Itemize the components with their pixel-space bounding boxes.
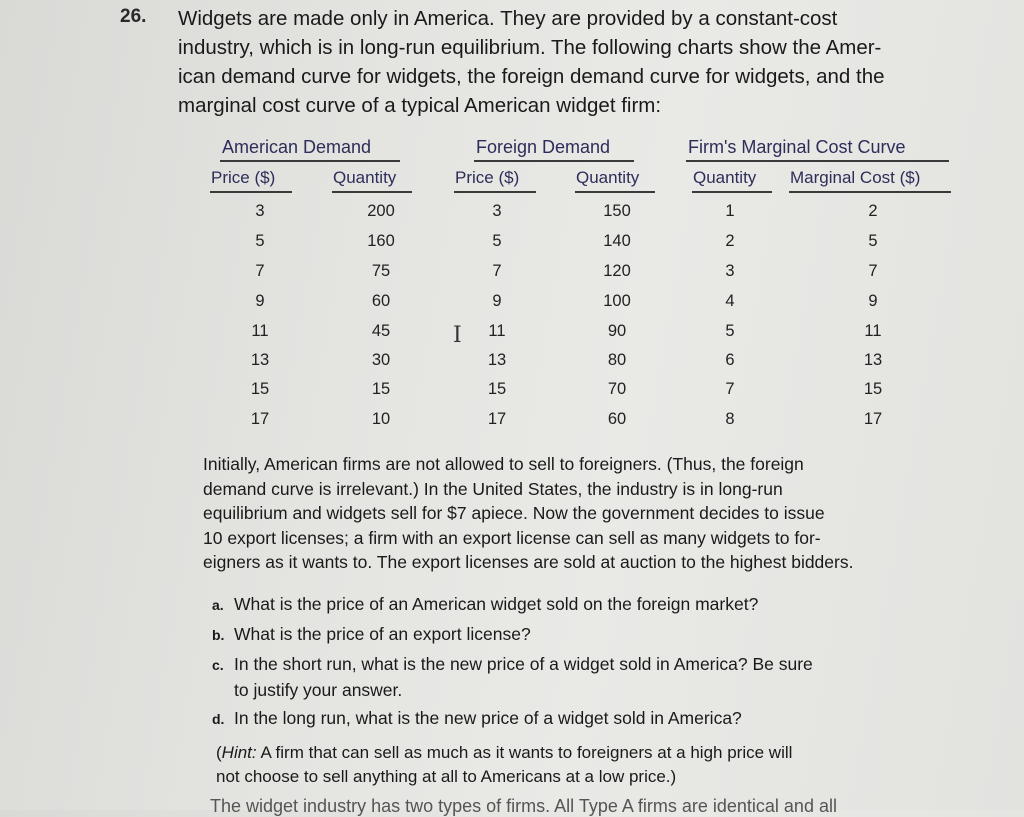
firm-quantity-cell: 4 [725, 292, 735, 310]
header-underline [210, 191, 292, 193]
foreign-price-cell: 15 [487, 380, 507, 398]
intro-line: marginal cost curve of a typical American widget firm: [178, 94, 662, 117]
question-text: to justify your answer. [234, 679, 403, 700]
question-text: In the long run, what is the new price of a widget sold in America? [234, 708, 742, 728]
question-label: d. [212, 711, 225, 727]
hint-line: not choose to sell anything at all to Americans at a low price.) [216, 767, 677, 786]
caption-underline [220, 160, 400, 162]
caption-underline [686, 160, 949, 162]
foreign-quantity-cell: 120 [603, 262, 631, 280]
caption-underline [474, 160, 634, 162]
american-quantity-cell: 15 [371, 380, 391, 398]
american-price-cell: 11 [251, 322, 269, 340]
american-price-header: Price ($) [211, 168, 276, 187]
foreign-quantity-cell: 60 [607, 410, 627, 428]
firm-quantity-cell: 2 [725, 232, 735, 250]
american-quantity-cell: 60 [371, 292, 391, 310]
american-price-cell: 5 [255, 232, 265, 250]
scenario-paragraph [203, 452, 963, 575]
american-quantity-cell: 45 [371, 322, 391, 340]
hint-text: A firm that can sell as much as it wants to foreigners at a high price will [260, 743, 793, 762]
question-text: What is the price of an export license? [234, 624, 531, 644]
firm-mc-cell: 15 [863, 380, 883, 398]
intro-line: industry, which is in long-run equilibrium. The following charts show the Amer- [178, 36, 882, 59]
firm-quantity-header: Quantity [693, 168, 757, 187]
firm-quantity-cell: 7 [725, 380, 735, 398]
foreign-price-cell: 7 [492, 262, 502, 280]
foreign-quantity-header: Quantity [576, 168, 640, 187]
intro-line: ican demand curve for widgets, the foreign demand curve for widgets, and the [178, 65, 885, 88]
firm-quantity-cell: 8 [725, 410, 735, 428]
header-underline [692, 191, 772, 193]
paragraph-line: 10 export licenses; a firm with an export license can sell as many widgets to for- [203, 527, 821, 548]
question-a [212, 592, 758, 618]
intro-text [178, 4, 978, 120]
firm-quantity-cell: 1 [725, 202, 735, 220]
firm-mc-cell: 17 [863, 410, 883, 428]
header-underline [575, 191, 655, 193]
paragraph-line: Initially, American firms are not allowed to sell to foreigners. (Thus, the foreign [203, 454, 804, 474]
paragraph-line: demand curve is irrelevant.) In the United States, the industry is in long-run [203, 478, 783, 499]
question-text: In the short run, what is the new price of a widget sold in America? Be sure [234, 654, 813, 674]
firm-mc-cell: 2 [868, 202, 878, 220]
american-price-cell: 9 [255, 292, 265, 310]
question-c [212, 652, 813, 702]
american-quantity-cell: 10 [371, 410, 391, 428]
foreign-price-cell: 3 [492, 202, 502, 220]
american-quantity-header: Quantity [333, 168, 397, 187]
question-text: What is the price of an American widget sold on the foreign market? [234, 594, 759, 614]
paragraph-line: eigners as it wants to. The export licenses are sold at auction to the highest bidders. [203, 552, 854, 572]
foreign-price-cell: 9 [492, 292, 502, 310]
american-quantity-cell: 160 [367, 232, 395, 250]
header-underline [454, 191, 536, 193]
firm-quantity-cell: 3 [725, 262, 735, 280]
question-label: b. [212, 627, 225, 643]
firm-mc-caption: Firm's Marginal Cost Curve [688, 137, 906, 157]
hint-line: (Hint: A firm that can sell as much as it wants to foreigners at a high price will [216, 743, 793, 762]
american-quantity-cell: 200 [367, 202, 395, 220]
question-b [212, 622, 531, 648]
question-label: a. [212, 597, 224, 613]
american-price-cell: 17 [250, 410, 270, 428]
foreign-price-header: Price ($) [455, 168, 520, 187]
firm-mc-cell: 9 [868, 292, 878, 310]
hint-block [216, 741, 792, 789]
question-label: c. [212, 657, 224, 673]
american-quantity-cell: 75 [371, 262, 391, 280]
hint-label: Hint: [221, 743, 257, 762]
cut-off-next-line: The widget industry has two types of firms. All Type A firms are identical and all [210, 796, 837, 816]
foreign-quantity-cell: 80 [607, 351, 627, 369]
firm-mc-cell: 11 [864, 322, 882, 340]
foreign-quantity-cell: 100 [603, 292, 631, 310]
american-demand-caption: American Demand [222, 137, 372, 157]
foreign-quantity-cell: 70 [607, 380, 627, 398]
american-price-cell: 13 [250, 351, 270, 369]
foreign-quantity-cell: 150 [603, 202, 631, 220]
header-underline [789, 191, 951, 193]
foreign-price-cell: 11 [488, 322, 506, 340]
firm-mc-cell: 13 [863, 351, 883, 369]
american-price-cell: 15 [250, 380, 270, 398]
firm-mc-cell: 7 [868, 262, 878, 280]
firm-quantity-cell: 5 [725, 322, 735, 340]
paragraph-line: equilibrium and widgets sell for $7 apiece. Now the government decides to issue [203, 503, 825, 523]
american-price-cell: 7 [255, 262, 265, 280]
header-underline [332, 191, 412, 193]
foreign-demand-caption: Foreign Demand [476, 137, 611, 157]
firm-mc-header: Marginal Cost ($) [790, 168, 921, 187]
foreign-price-cell: 5 [492, 232, 502, 250]
foreign-price-cell: 13 [487, 351, 507, 369]
firm-quantity-cell: 6 [725, 351, 735, 369]
question-number: 26. [120, 6, 147, 27]
foreign-quantity-cell: 140 [603, 232, 631, 250]
firm-mc-cell: 5 [868, 232, 878, 250]
foreign-quantity-cell: 90 [607, 322, 627, 340]
american-quantity-cell: 30 [371, 351, 391, 369]
foreign-price-cell: 17 [487, 410, 507, 428]
text-cursor-icon: I [453, 323, 462, 348]
question-d [212, 706, 742, 732]
american-price-cell: 3 [255, 202, 265, 220]
intro-line: Widgets are made only in America. They are provided by a constant-cost [178, 7, 838, 30]
